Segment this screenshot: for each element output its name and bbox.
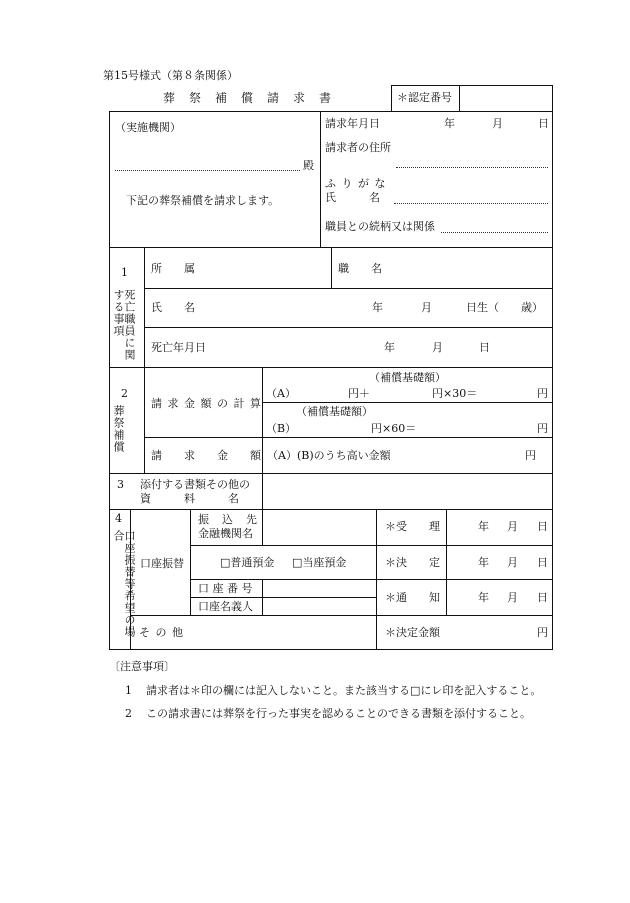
account-holder-field[interactable]	[263, 598, 375, 614]
receipt-label: ＊受 理	[385, 520, 440, 533]
request-date-label: 請求年月日	[325, 117, 380, 130]
note-2-text: この請求書には葬祭を行った事実を認めることのできる書類を添付すること。	[146, 707, 531, 720]
decision-month: 月	[507, 556, 518, 569]
decision-label: ＊決 定	[385, 556, 440, 569]
decided-amount-label: ＊決定金額	[385, 626, 440, 639]
section1-title: 死亡職員に関する事項	[112, 289, 136, 361]
formula-a-multiplier: 円×30＝	[432, 387, 478, 400]
note-2-number: 2	[125, 707, 132, 720]
birth-year: 年	[372, 301, 383, 314]
approval-no-field[interactable]	[460, 86, 551, 110]
transfer-label: 口座振替	[140, 557, 184, 570]
bank-label-1: 振 込 先	[198, 513, 258, 526]
death-day: 日	[479, 341, 490, 354]
attachments-label-1: 添付する書類その他の	[140, 478, 250, 491]
claim-amount-unit: 円	[525, 449, 536, 462]
claim-amount-label: 請 求 金 額	[151, 449, 261, 462]
notice-day: 日	[537, 591, 548, 604]
position-label: 職 名	[338, 262, 382, 275]
other-field[interactable]	[191, 616, 375, 648]
request-sentence: 下記の葬祭補償を請求します。	[126, 194, 280, 207]
receipt-month: 月	[507, 520, 518, 533]
honorific: 殿	[303, 159, 314, 172]
request-date-year: 年	[444, 117, 455, 130]
institution-label: （実施機関）	[115, 121, 181, 134]
institution-field[interactable]	[115, 170, 300, 171]
form-number: 第15号様式（第８条関係）	[103, 69, 238, 82]
note-1-text: 請求者は＊印の欄には記入しないこと。また該当する□にレ印を記入すること。	[146, 684, 542, 697]
section2-number: 2	[121, 387, 128, 400]
birth-age: 日生（ 歳）	[466, 301, 543, 314]
address-label: 請求者の住所	[325, 141, 391, 154]
notice-label: ＊通 知	[385, 591, 440, 604]
base-amount-a-label: （補償基礎額）	[369, 371, 446, 384]
formula-b-label: （B）	[266, 422, 297, 435]
death-month: 月	[432, 341, 443, 354]
note-1-number: 1	[125, 684, 132, 697]
section4-number: 4	[115, 512, 122, 525]
bank-name-field[interactable]	[263, 510, 375, 544]
savings-option[interactable]: □普通預金	[220, 556, 275, 569]
notes-heading: 〔注意事項〕	[109, 660, 175, 673]
formula-a-unit: 円	[537, 387, 548, 400]
attachments-field[interactable]	[263, 474, 551, 508]
section1-number: 1	[121, 266, 128, 279]
account-no-field[interactable]	[263, 580, 375, 596]
affiliation-label: 所 属	[151, 262, 195, 275]
checkbox-icon[interactable]: □	[292, 556, 303, 569]
calc-label: 請 求 金 額 の 計 算	[151, 397, 262, 410]
birth-month: 月	[421, 301, 432, 314]
formula-a-label: （A）	[266, 387, 296, 400]
formula-a-plus: 円＋	[348, 387, 370, 400]
section3-number: 3	[117, 478, 124, 491]
claim-amount-desc: （A）(B)のうち高い金額	[267, 449, 391, 462]
section2-title: 葬祭補償	[112, 405, 125, 453]
furigana-label: ふ り が な	[325, 177, 387, 190]
receipt-year: 年	[478, 520, 489, 533]
receipt-day: 日	[537, 520, 548, 533]
form-title: 葬 祭 補 償 請 求 書	[163, 91, 333, 105]
applicant-name-field[interactable]	[394, 203, 548, 204]
deceased-name-label: 氏 名	[151, 301, 195, 314]
formula-b-multiplier: 円×60＝	[371, 422, 417, 435]
bank-label-2: 金融機関名	[198, 527, 253, 540]
decided-amount-unit: 円	[537, 626, 548, 639]
relation-label: 職員との続柄又は関係	[325, 220, 435, 233]
death-year: 年	[384, 341, 395, 354]
base-amount-b-label: （補償基礎額）	[296, 405, 373, 418]
notice-month: 月	[507, 591, 518, 604]
section4-title: 口座振替等希望の場合	[112, 530, 136, 638]
relation-field[interactable]	[441, 232, 548, 233]
request-date-day: 日	[538, 117, 549, 130]
attachments-label-2: 資 料 名	[140, 492, 239, 505]
request-date-month: 月	[492, 117, 503, 130]
address-field[interactable]	[396, 167, 548, 168]
other-label: そ の 他	[139, 626, 184, 639]
account-no-label: 口 座 番 号	[198, 582, 253, 595]
decision-day: 日	[537, 556, 548, 569]
formula-b-unit: 円	[537, 422, 548, 435]
applicant-name-label: 氏 名	[325, 191, 380, 204]
notice-year: 年	[478, 591, 489, 604]
checkbox-icon[interactable]: □	[220, 556, 231, 569]
account-holder-label: 口座名義人	[198, 600, 253, 613]
approval-no-label: ＊認定番号	[397, 91, 452, 104]
decision-year: 年	[478, 556, 489, 569]
death-date-label: 死亡年月日	[151, 341, 206, 354]
checking-option[interactable]: □当座預金	[292, 556, 347, 569]
